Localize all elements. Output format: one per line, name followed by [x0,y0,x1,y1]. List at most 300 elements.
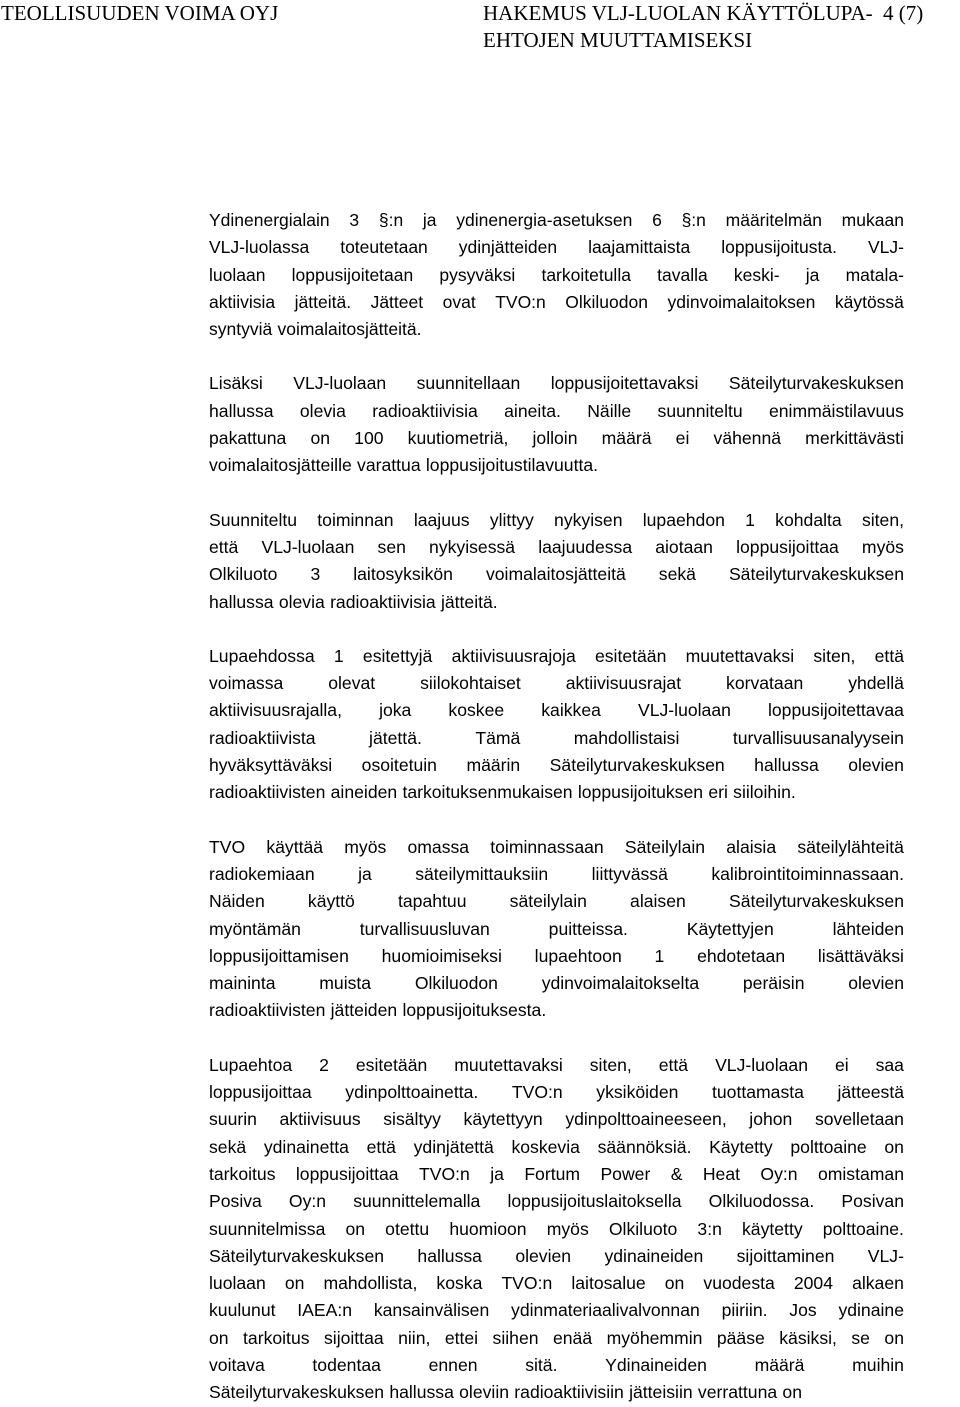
text-line [209,1379,904,1406]
text-line [209,1161,904,1188]
word: TVO:n [501,1273,553,1294]
word: jolloin [532,428,578,449]
word: aktiivisuusrajat [565,673,682,694]
word: suunnitellaan [416,373,521,394]
word: myöntämän [209,918,301,939]
word: loppusijoittaa [736,536,839,557]
paragraph-5 [209,834,904,1025]
word: alkaen [852,1273,904,1294]
word: määrin [466,755,521,776]
word: voimalaitosjätteille [209,455,352,476]
word: & [670,1163,683,1184]
word: varattua [357,455,421,476]
word: ja [805,264,820,285]
word: käytössä [834,291,904,312]
word: Ydinaineiden [605,1354,707,1375]
word: sekä [658,564,696,585]
word: turvallisuusluvan [359,918,490,939]
word: vähennä [713,428,782,449]
word: lupaehdon [642,509,725,530]
word: piiriin. [721,1300,768,1321]
word: Olkiluoto [608,1218,678,1239]
word: radioaktiivisia [372,400,478,421]
word: koskee [448,700,505,721]
text-line [209,234,904,261]
word: TVO:n [418,1163,470,1184]
word: VLJ-luolaan [261,536,355,557]
word: pakattuna [209,428,287,449]
word: ei [834,1054,849,1075]
word: käyttö [307,891,355,912]
text-line [209,1243,904,1270]
word: aiotaan [655,536,713,557]
word: olevien [848,973,904,994]
word: voitava [209,1354,265,1375]
word: radioaktiivisten [209,782,326,803]
word: VLJ-luolaan [637,700,731,721]
word: aineita. [504,400,561,421]
text-line [209,1270,904,1297]
word: olevien [848,755,904,776]
word: määritelmän [725,210,822,230]
word: on [782,1382,802,1403]
word: luolaan [209,264,266,285]
word: yksiköiden [596,1082,679,1103]
word: toiminnassaan [490,836,604,857]
word: Näiden [209,891,265,912]
document-title [483,0,873,54]
word: loppusijoitustilavuutta. [425,455,599,476]
word: pysyväksi [439,264,516,285]
word: johon [749,1109,793,1130]
word: määrä [601,428,652,449]
word: toteutetaan [340,237,428,258]
word: jätteiden [330,1000,398,1021]
word: 1 [333,645,344,666]
word: radiokemiaan [209,863,315,884]
word: alaisen [630,891,686,912]
word: esitetään [594,645,667,666]
word: kalibrointitoiminnassaan. [711,863,904,884]
word: osoitetuin [361,755,437,776]
text-line [209,1297,904,1324]
word: 3 [310,564,321,585]
word: pääse [716,1327,765,1348]
word: laitosyksikön [353,564,453,585]
word: maininta [209,973,276,994]
word: ydinjätteiden [458,237,558,258]
paragraph-gap [209,807,904,834]
word: saa [875,1054,904,1075]
word: ehdotetaan [697,945,786,966]
word: 2004 [793,1273,833,1294]
word: muista [319,973,372,994]
text-line [209,398,904,425]
word: Fortum [524,1163,581,1184]
word: oleviin [459,1382,510,1403]
word: loppusijoitettavaa [767,700,904,721]
word: VLJ-luolaan [293,373,387,394]
word: mukaan [841,210,904,230]
word: käsiksi, [779,1327,837,1348]
word: että [874,645,904,666]
word: enimmäistilavuus [768,400,904,421]
word: olevien [515,1245,572,1266]
word: polttoaine [790,1136,867,1157]
word: otettu [385,1218,430,1239]
text-line [209,834,904,861]
word: mahdollista, [323,1273,418,1294]
word: tarkoitus [209,1163,276,1184]
word: Ydinenergialain [209,210,330,230]
word: muutettavaksi [685,645,795,666]
word: olevat [328,673,376,694]
word: kuutiometriä, [407,428,509,449]
word: VLJ-luolaan [715,1054,808,1075]
word: VLJ- [867,1245,904,1266]
word: peräisin [742,973,805,994]
word: ydinaineiden [604,1245,704,1266]
text-line [209,1325,904,1352]
word: Käytetty [709,1136,773,1157]
word: kohdalta [775,509,842,530]
word: alaisia [726,836,777,857]
word: laajuudessa [538,536,633,557]
word: ydinvoimalaitoksen [667,291,816,312]
word: liittyvässä [591,863,668,884]
word: sekä [209,1136,247,1157]
word: sitä. [525,1354,558,1375]
word: joka [379,700,412,721]
word: tavalla [657,264,708,285]
word: radioaktiivisia [330,591,436,612]
word: Tämä [475,727,521,748]
word: on [664,1273,685,1294]
word: ydinainetta [263,1136,349,1157]
text-line [209,1052,904,1079]
text-line [209,752,904,779]
word: 3 [349,210,360,230]
word: koska [436,1273,483,1294]
word: on [345,1218,366,1239]
word: sisältyy [383,1109,441,1130]
word: Olkiluoto [209,564,278,585]
document-body [209,207,904,1407]
word: Oy:n [288,1191,327,1212]
word: radioaktiivisiin [514,1382,624,1403]
word: käytettyyn [463,1109,543,1130]
word: hyväksyttäväksi [209,755,333,776]
word: käyttää [266,836,324,857]
word: Säteilyturvakeskuksen [728,373,904,394]
text-line [209,1134,904,1161]
word: Jätteet [370,291,424,312]
word: on [884,1327,904,1348]
word: loppusijoituksen [577,782,704,803]
word: esitettyjä [362,645,433,666]
paragraph-gap [209,616,904,643]
word: eri [708,782,728,803]
word: luolaan [209,1273,266,1294]
word: merkittävästi [805,428,904,449]
word: ja [358,863,372,884]
word: ydinpolttoaineeseen, [565,1109,727,1130]
word: 1 [654,945,665,966]
word: sovelletaan [814,1109,904,1130]
text-line [209,779,904,806]
word: §:n [378,210,404,230]
word: Power [600,1163,651,1184]
text-line [209,1188,904,1215]
document-title-line-1: HAKEMUS VLJ-LUOLAN KÄYTTÖLUPA- [483,1,873,25]
word: Säteilyturvakeskuksen [209,1245,385,1266]
word: Olkiluodon [414,973,498,994]
word: loppusijoitetaan [291,264,414,285]
word: matala- [845,264,904,285]
word: Oy:n [760,1163,798,1184]
paragraph-1 [209,207,904,343]
text-line [209,725,904,752]
word: tarkoitetulla [541,264,631,285]
word: yhdellä [848,673,904,694]
word: loppusijoituslaitoksella [507,1191,682,1212]
text-line [209,425,904,452]
word: 3:n [697,1218,722,1239]
word: säteilylain [509,891,587,912]
word: myös [861,536,904,557]
word: hallussa [209,400,274,421]
word: muihin [852,1354,904,1375]
word: että [209,536,239,557]
text-line [209,997,904,1024]
document-title-line-2: EHTOJEN MUUTTAMISEKSI [483,28,753,52]
word: enää [552,1327,593,1348]
word: on [884,1136,904,1157]
word: Olkiluodossa. [708,1191,815,1212]
text-line [209,1216,904,1243]
word: kaikkea [541,700,601,721]
word: siilokohtaiset [420,673,521,694]
word: Säteilylain [624,836,706,857]
word: Käytettyjen [686,918,774,939]
word: aktiivisuusrajalla, [209,700,342,721]
word: loppusijoittamisen [209,945,349,966]
word: jätteestä [837,1082,904,1103]
word: siiloihin. [733,782,796,803]
word: Säteilyturvakeskuksen [549,755,725,776]
word: Posivan [841,1191,904,1212]
word: on [284,1273,305,1294]
word: suunniteltu [657,400,743,421]
paragraph-4 [209,643,904,807]
text-line [209,643,904,670]
word: ja [490,1163,504,1184]
text-line [209,697,904,724]
word: sijoittaa [323,1327,384,1348]
word: laajuus [413,509,470,530]
word: verrattuna [697,1382,778,1403]
text-line [209,370,904,397]
word: niin, [398,1327,431,1348]
word: säteilymittauksiin [415,863,549,884]
word: Säteilyturvakeskuksen [728,891,904,912]
word: myöhemmin [606,1327,703,1348]
paragraph-6 [209,1052,904,1407]
paragraph-3 [209,507,904,616]
word: siten, [861,509,904,530]
word: jätteitä. [294,291,352,312]
text-line [209,670,904,697]
word: todentaa [312,1354,381,1375]
word: TVO [209,836,246,857]
word: ylittyy [489,509,534,530]
word: 1 [745,509,755,530]
text-line [209,289,904,316]
word: hallussa [417,1245,482,1266]
word: että [658,1054,689,1075]
word: mahdollistaisi [573,727,680,748]
word: nykyisen [554,509,623,530]
word: esitetään [355,1054,428,1075]
word: jätteitä. [440,591,498,612]
word: sen [377,536,406,557]
text-line [209,207,904,234]
word: TVO:n [495,291,546,312]
word: käytetty [742,1218,803,1239]
word: ei [675,428,690,449]
word: muutettavaksi [454,1054,563,1075]
word: syntyviä [209,319,273,340]
word: VLJ- [867,237,904,258]
text-line [209,888,904,915]
word: Lupaehdossa [209,645,315,666]
word: tarkoituksenmukaisen [402,782,573,803]
word: radioaktiivisten [209,1000,326,1021]
word: säteilylähteitä [797,836,904,857]
word: loppusijoitusta. [721,237,837,258]
word: aktiivisuus [279,1109,361,1130]
word: VLJ-luolassa [209,237,310,258]
word: huomioon [449,1218,527,1239]
word: kansainvälisen [373,1300,490,1321]
word: Näille [587,400,632,421]
word: suunnitelmissa [209,1218,326,1239]
word: loppusijoituksesta. [402,1000,547,1021]
text-line [209,507,904,534]
text-line [209,262,904,289]
word: määrä [754,1354,805,1375]
word: voimalaitosjätteitä [485,564,626,585]
text-line [209,316,904,343]
word: hallussa [389,1382,454,1403]
word: huomioimiseksi [381,945,502,966]
text-line [209,916,904,943]
text-line [209,1352,904,1379]
word: jätettä. [369,727,422,748]
word: korvataan [726,673,804,694]
company-name: TEOLLISUUDEN VOIMA OYJ [1,1,279,25]
word: lisättäväksi [817,945,904,966]
word: 100 [354,428,384,449]
word: että [366,1136,396,1157]
word: ydinjätettä [413,1136,494,1157]
text-line [209,861,904,888]
text-line [209,1079,904,1106]
text-line [209,589,904,616]
word: lupaehtoon [534,945,622,966]
word: suunnittelemalla [353,1191,481,1212]
word: Lisäksi [209,373,263,394]
text-line [209,534,904,561]
word: tuottamasta [711,1082,804,1103]
word: on [310,428,331,449]
word: tarkoitus [243,1327,310,1348]
word: radioaktiivista [209,727,316,748]
paragraph-2 [209,370,904,479]
word: Olkiluodon [565,291,648,312]
text-line [209,561,904,588]
word: Säteilyturvakeskuksen [209,1382,385,1403]
word: Lupaehtoa [209,1054,293,1075]
word: vuodesta [703,1273,775,1294]
word: ydinenergia-asetuksen [456,210,633,230]
word: omistaman [817,1163,904,1184]
word: olevia [278,591,325,612]
word: Suunniteltu [209,509,298,530]
word: voimalaitosjätteitä. [277,319,422,340]
word: 6 [652,210,662,230]
word: lähteiden [832,918,904,939]
word: säännöksiä. [597,1136,692,1157]
word: ydinpolttoainetta. [345,1082,479,1103]
word: ennen [428,1354,478,1375]
word: siten, [813,645,856,666]
word: turvallisuusanalyysein [732,727,904,748]
word: laajamittaista [588,237,691,258]
word: myös [546,1218,589,1239]
word: 2 [319,1054,329,1075]
word: laitosalue [571,1273,646,1294]
word: Heat [702,1163,741,1184]
word: IAEA:n [297,1300,353,1321]
text-line [209,452,904,479]
word: puitteissa. [548,918,628,939]
word: loppusijoittaa [295,1163,399,1184]
paragraph-gap [209,343,904,370]
word: ydinmateriaalivalvonnan [511,1300,700,1321]
word: §:n [681,210,706,230]
word: Säteilyturvakeskuksen [728,564,904,585]
paragraph-gap [209,480,904,507]
word: loppusijoitettavaksi [550,373,699,394]
word: on [209,1327,229,1348]
word: ydinaine [838,1300,904,1321]
word: ovat [442,291,476,312]
page-number: 4 (7) [883,1,924,25]
word: aktiivisia [209,291,276,312]
word: toiminnan [317,509,394,530]
word: tapahtuu [398,891,467,912]
word: aktiivisuusrajoja [451,645,576,666]
word: ydinvoimalaitokselta [541,973,700,994]
word: kuulunut [209,1300,276,1321]
word: sijoittaminen [736,1245,835,1266]
word: siten, [589,1054,632,1075]
word: TVO:n [511,1082,563,1103]
word: nykyisessä [429,536,516,557]
word: polttoaine. [822,1218,904,1239]
word: hallussa [754,755,819,776]
